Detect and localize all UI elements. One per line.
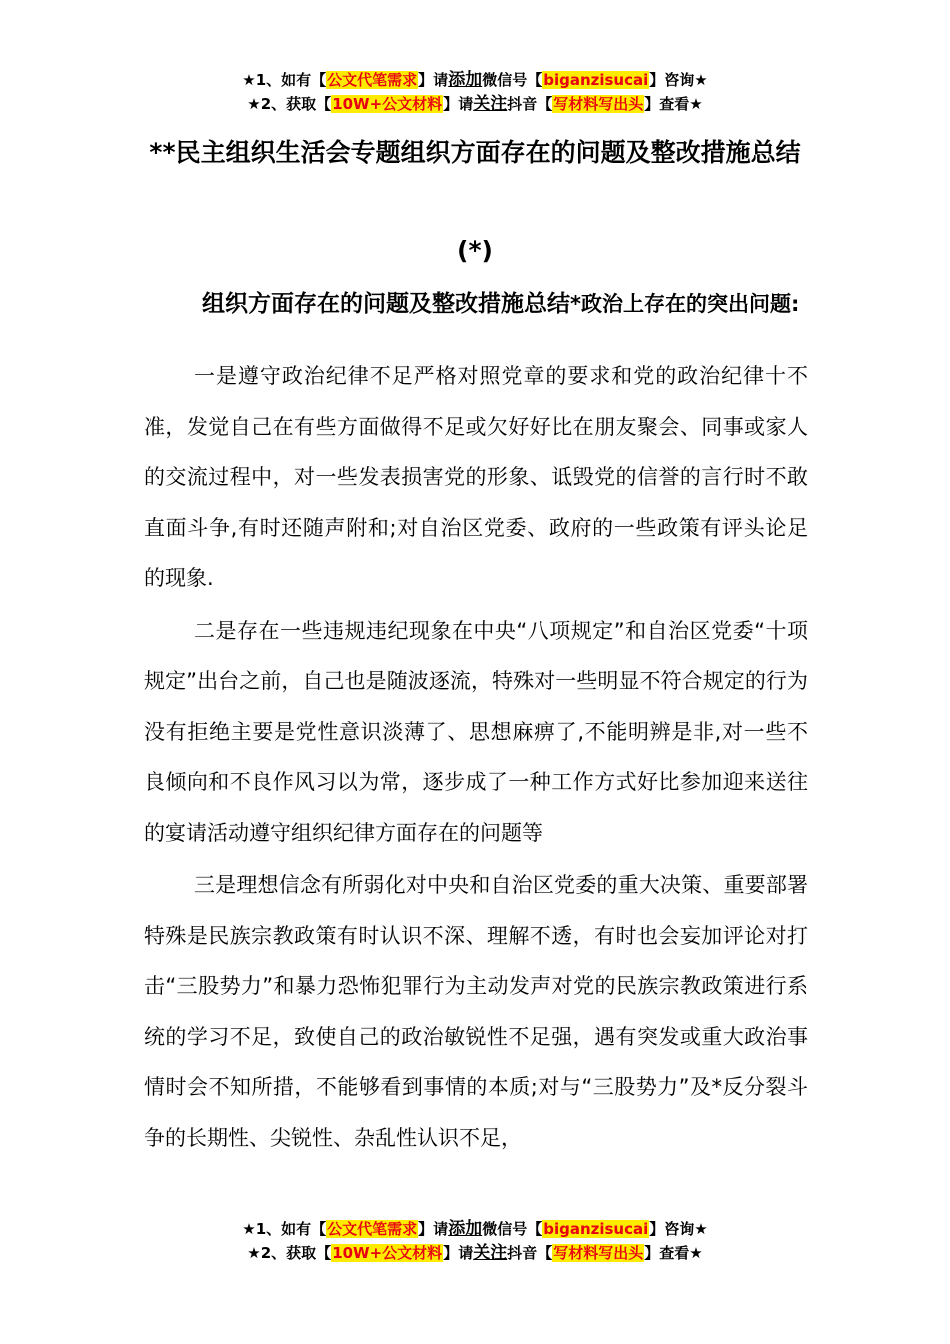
- promo-highlight-service: 公文代笔需求: [327, 71, 418, 89]
- document-body: [144, 279, 808, 1165]
- promo-highlight-service: 公文代笔需求: [327, 1220, 418, 1238]
- promo-line-1: ★1、如有【公文代笔需求】请添加微信号【biganzisucai】咨询★: [242, 1219, 708, 1239]
- document-title: **民主组织生活会专题组织方面存在的问题及整改措施总结: [149, 138, 801, 167]
- promo-line-2: ★2、获取【10W+公文材料】请关注抖音【写材料写出头】查看★: [247, 1243, 703, 1263]
- paragraph-1: 一是遵守政治纪律不足严格对照党章的要求和党的政治纪律十不准，发觉自己在有些方面做得不足或欠好好比在朋友聚会、同事或家人的交流过程中，对一些发表损害党的形象、诋毁党的信誉的言行时不敢直面斗争,有时还随声附和;对自治区党委、政府的一些政策有评头论足的现象.: [144, 364, 808, 590]
- promo-banner-top: [0, 68, 950, 116]
- promo-highlight-materials: 10W+公文材料: [332, 1244, 443, 1262]
- promo-line-1: ★1、如有【公文代笔需求】请添加微信号【biganzisucai】咨询★: [242, 70, 708, 90]
- promo-highlight-douyin-id: 写材料写出头: [553, 1244, 644, 1262]
- document-subtitle: (*): [457, 236, 493, 265]
- paragraph-3: 三是理想信念有所弱化对中央和自治区党委的重大决策、重要部署特殊是民族宗教政策有时认识不深、理解不透，有时也会妄加评论对打击“三股势力”和暴力恐怖犯罪行为主动发声对党的民族宗教政策进行系统的学习不足，致使自己的政治敏锐性不足强，遇有突发或重大政治事情时会不知所措，不能够看到事情的本质;对与“三股势力”及*反分裂斗争的长期性、尖锐性、杂乱性认识不足，: [144, 873, 808, 1150]
- paragraph-2: 二是存在一些违规违纪现象在中央“八项规定”和自治区党委“十项规定”出台之前，自己也是随波逐流，特殊对一些明显不符合规定的行为没有拒绝主要是党性意识淡薄了、思想麻痹了,不能明辨是非,对一些不良倾向和不良作风习以为常，逐步成了一种工作方式好比参加迎来送往的宴请活动遵守组织纪律方面存在的问题等: [144, 618, 808, 845]
- promo-highlight-douyin-id: 写材料写出头: [553, 95, 644, 113]
- promo-highlight-materials: 10W+公文材料: [332, 95, 443, 113]
- promo-banner-bottom: [0, 1217, 950, 1265]
- promo-line-2: ★2、获取【10W+公文材料】请关注抖音【写材料写出头】查看★: [247, 94, 703, 114]
- section-heading: 组织方面存在的问题及整改措施总结*政治上存在的突出问题:: [202, 291, 800, 317]
- promo-highlight-wechat-id: biganzisucai: [543, 1220, 649, 1238]
- promo-highlight-wechat-id: biganzisucai: [543, 71, 649, 89]
